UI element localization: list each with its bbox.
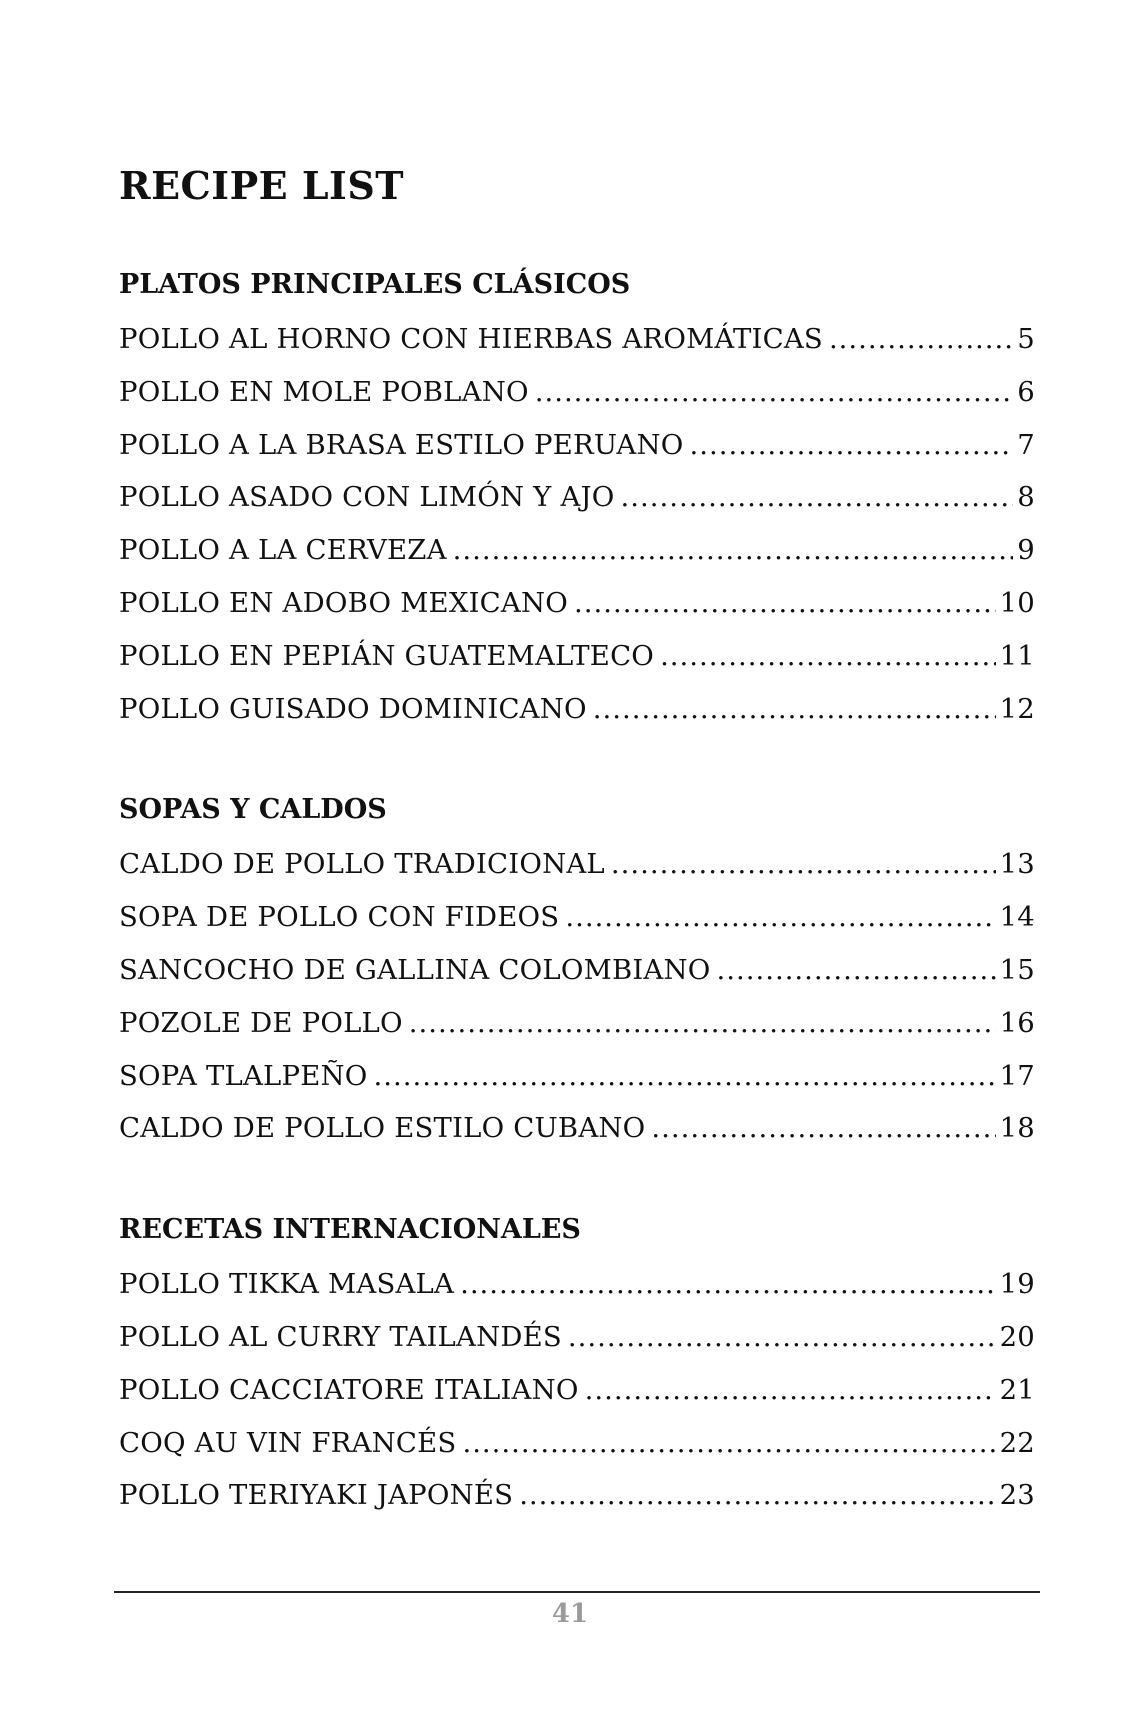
dot-leader	[453, 524, 1014, 577]
toc-entry	[119, 683, 1035, 736]
entry-title: POLLO AL CURRY TAILANDÉS	[119, 1320, 562, 1353]
entry-page-number: 23	[999, 1479, 1035, 1512]
entry-title: POLLO TIKKA MASALA	[119, 1268, 455, 1301]
entry-page-number: 7	[1017, 428, 1035, 461]
toc-entry	[119, 838, 1035, 891]
entry-page-number: 15	[999, 953, 1035, 986]
entry-page-number: 10	[999, 586, 1035, 619]
entry-title: CALDO DE POLLO TRADICIONAL	[119, 848, 605, 881]
toc-entry	[119, 630, 1035, 683]
dot-leader	[535, 366, 1014, 419]
entry-title: POLLO ASADO CON LIMÓN Y AJO	[119, 481, 615, 514]
dot-leader	[409, 997, 996, 1050]
entry-page-number: 9	[1017, 534, 1035, 567]
entry-title: POLLO GUISADO DOMINICANO	[119, 692, 587, 725]
toc-entry	[119, 524, 1035, 577]
toc-entry	[119, 891, 1035, 944]
entry-page-number: 20	[999, 1320, 1035, 1353]
section-title: RECETAS INTERNACIONALES	[119, 1214, 581, 1246]
dot-leader	[519, 1469, 995, 1522]
section-title: SOPAS Y CALDOS	[119, 794, 387, 826]
entry-page-number: 5	[1017, 323, 1035, 355]
dot-leader	[585, 1364, 996, 1417]
entry-page-number: 8	[1017, 481, 1035, 514]
entry-title: POLLO EN ADOBO MEXICANO	[119, 586, 568, 619]
entry-title: POLLO A LA CERVEZA	[119, 534, 447, 567]
entry-title: SANCOCHO DE GALLINA COLOMBIANO	[119, 953, 711, 986]
dot-leader	[460, 1258, 996, 1311]
entry-title: SOPA DE POLLO CON FIDEOS	[119, 901, 560, 934]
entry-title: POZOLE DE POLLO	[119, 1006, 403, 1039]
toc-entry	[119, 1364, 1035, 1417]
dot-leader	[568, 1311, 996, 1364]
entry-title: POLLO EN MOLE POBLANO	[119, 375, 529, 408]
entry-page-number: 12	[999, 692, 1035, 725]
entry-title: CALDO DE POLLO ESTILO CUBANO	[119, 1112, 646, 1145]
entry-page-number: 14	[999, 901, 1035, 934]
toc-entry	[119, 577, 1035, 630]
entry-page-number: 19	[999, 1268, 1035, 1301]
entry-list	[119, 838, 1035, 1155]
toc-entry	[119, 366, 1035, 419]
dot-leader	[574, 577, 996, 630]
entry-list	[119, 1258, 1035, 1522]
entry-page-number: 11	[999, 639, 1035, 672]
dot-leader	[717, 944, 996, 997]
footer-divider	[114, 1591, 1040, 1593]
entry-page-number: 13	[999, 848, 1035, 881]
dot-leader	[462, 1417, 995, 1470]
toc-entry	[119, 1417, 1035, 1470]
dot-leader	[690, 419, 1014, 472]
entry-title: POLLO CACCIATORE ITALIANO	[119, 1373, 579, 1406]
entry-page-number: 22	[999, 1426, 1035, 1459]
entry-page-number: 16	[999, 1006, 1035, 1039]
toc-entry	[119, 313, 1035, 366]
entry-title: POLLO A LA BRASA ESTILO PERUANO	[119, 428, 684, 461]
entry-title: COQ AU VIN FRANCÉS	[119, 1426, 457, 1459]
dot-leader	[651, 1102, 995, 1155]
toc-entry	[119, 997, 1035, 1050]
recipe-list	[119, 162, 1035, 1522]
toc-entry	[119, 471, 1035, 524]
entry-page-number: 17	[999, 1059, 1035, 1092]
section-platos-principales	[119, 265, 1035, 735]
entry-title: POLLO AL HORNO CON HIERBAS AROMÁTICAS	[119, 323, 823, 355]
entry-title: POLLO EN PEPIÁN GUATEMALTECO	[119, 639, 655, 672]
toc-entry	[119, 1258, 1035, 1311]
toc-entry	[119, 1050, 1035, 1103]
entry-page-number: 6	[1017, 375, 1035, 408]
entry-page-number: 18	[999, 1112, 1035, 1145]
section-sopas-y-caldos	[119, 790, 1035, 1155]
toc-entry	[119, 1311, 1035, 1364]
entry-list	[119, 313, 1035, 735]
dot-leader	[660, 630, 996, 683]
dot-leader	[593, 683, 996, 736]
section-title: PLATOS PRINCIPALES CLÁSICOS	[119, 269, 631, 300]
dot-leader	[621, 471, 1014, 524]
dot-leader	[373, 1050, 995, 1103]
entry-title: SOPA TLALPEÑO	[119, 1059, 368, 1092]
toc-entry	[119, 1102, 1035, 1155]
dot-leader	[611, 838, 996, 891]
toc-entry	[119, 419, 1035, 472]
page-number: 41	[551, 1599, 589, 1629]
page-title: RECIPE LIST	[119, 163, 405, 208]
dot-leader	[565, 891, 995, 944]
section-recetas-internacionales	[119, 1210, 1035, 1522]
entry-page-number: 21	[999, 1373, 1035, 1406]
entry-title: POLLO TERIYAKI JAPONÉS	[119, 1479, 514, 1512]
toc-entry	[119, 1469, 1035, 1522]
dot-leader	[829, 313, 1013, 366]
toc-entry	[119, 944, 1035, 997]
